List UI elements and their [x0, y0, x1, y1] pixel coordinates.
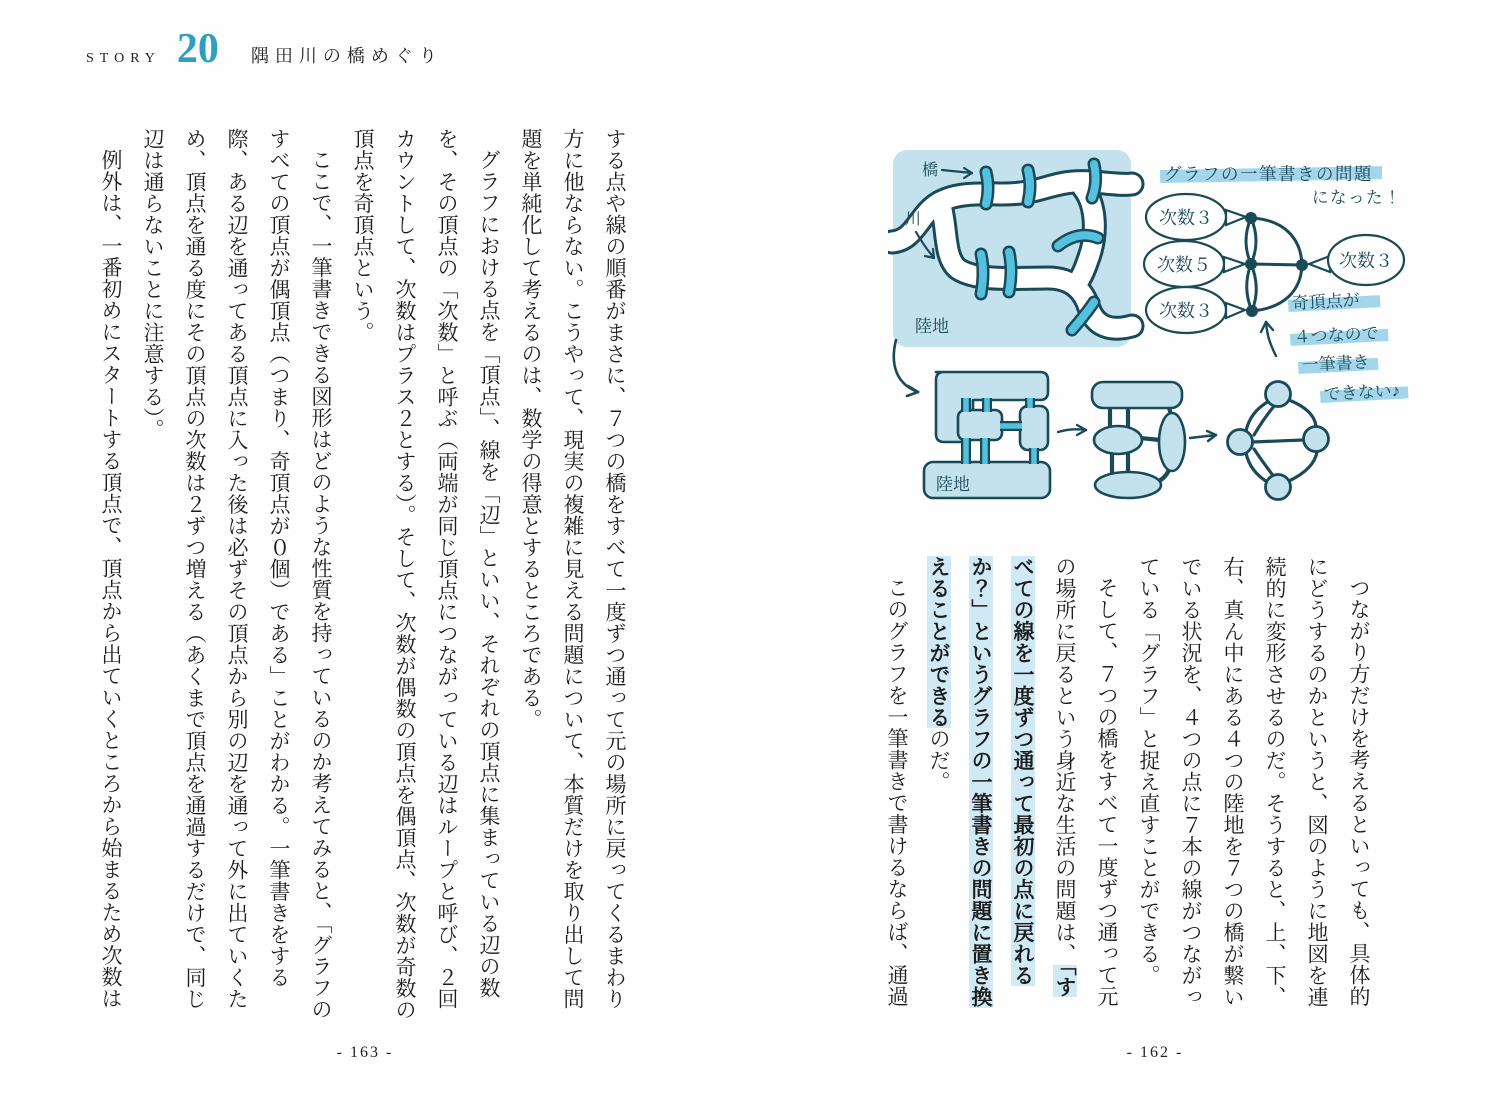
map-drawing [892, 150, 1132, 347]
note-line4: できない♪ [1323, 381, 1401, 404]
bridge-graph-illustration [888, 142, 1424, 542]
paragraph-text: のだ。 [927, 728, 951, 793]
degree-label-middle: 次数５ [1157, 255, 1211, 275]
up-arrow-icon [1261, 322, 1276, 356]
caption-line1: グラフの一筆書きの問題 [1164, 164, 1373, 184]
final-graph [1228, 382, 1329, 500]
paragraph: する点や線の順番がまさに、７つの橋をすべて一度ずつ通って元の場所に戻ってくるまわり方に他ならない。こうやって、現実の複雑に見える問題について、本質だけを取り出して問題を単純化して考えるのは、数学の得意とするところである。 [519, 128, 627, 1010]
note-line2: ４つなので [1293, 323, 1380, 347]
caption-line2: になった！ [1312, 188, 1402, 207]
note-line1: 奇頂点が [1291, 290, 1361, 313]
land-label: 陸地 [936, 475, 970, 494]
right-arrow-icon [1058, 425, 1086, 435]
paragraph [918, 556, 1128, 1014]
story-label: STORY [86, 51, 161, 66]
story-number: 20 [176, 26, 219, 72]
land-label: 陸地 [915, 317, 949, 336]
page-number-left: - 163 - [336, 1044, 394, 1061]
right-arrow-icon [1190, 431, 1216, 441]
degree-label-right: 次数３ [1339, 251, 1393, 271]
river-label: 川 [905, 211, 922, 228]
down-arrow-icon [894, 340, 918, 396]
chapter-title: 隅田川の橋めぐり [250, 46, 443, 66]
degree-graph [1144, 194, 1404, 333]
blob-graph [1092, 382, 1185, 498]
paragraph: つながり方だけを考えるといっても、具体的にどうするのかというと、図のように地図を連続的に変形させるのだ。そうすると、上、下、右、真ん中にある４つの陸地を７つの橋が繋いでいる状況を、４つの点に７本の線がつながっている「グラフ」と捉え直すことができる。 [1137, 556, 1371, 1008]
paragraph-text: そして、７つの橋をすべて一度ずつ通って元の場所に戻るという身近な生活の問題は、 [1053, 556, 1119, 1007]
page-163-text [88, 128, 636, 1028]
note-line3: 一筆書き [1301, 352, 1371, 375]
page-number-right: - 162 - [1126, 1044, 1184, 1061]
chapter-header [86, 28, 443, 70]
bridge-label: 橋 [922, 162, 939, 179]
paragraph: ここで、一筆書きできる図形はどのような性質を持っているのか考えてみると、「グラフのすべての頂点が偶頂点（つまり、奇頂点が０個）である」ことがわかる。一筆書きをする際、ある辺を通ってある頂点に入った後は必ずその頂点から別の辺を通って外に出ていくため、頂点を通る度にその頂点の次数は２ずつ増える（あくまで頂点を通過するだけで、同じ辺は通らないことに注意する）。 [141, 128, 333, 1020]
highlighted-text: 「すべての線を一度ずつ通って最初の点に戻れるか？」というグラフの一筆書きの問題に置き換えることができる [927, 556, 1077, 1008]
page-162-text [876, 556, 1380, 1014]
simplified-map [924, 372, 1050, 498]
paragraph: グラフにおける点を「頂点」、線を「辺」といい、それぞれの頂点に集まっている辺の数を、その頂点の「次数」と呼ぶ（両端が同じ頂点につながっている辺はループと呼び、２回カウントして、次数はプラス２とする）。そして、次数が偶数の頂点を偶頂点、次数が奇数の頂点を奇頂点という。 [351, 128, 501, 1021]
paragraph: このグラフを一筆書きで書けるならば、通過 [885, 577, 909, 1007]
paragraph: 例外は、一番初めにスタートする頂点で、頂点から出ていくところから始まるため次数は [99, 149, 123, 1009]
degree-label-top: 次数３ [1159, 208, 1213, 228]
degree-label-bottom: 次数３ [1159, 301, 1213, 321]
